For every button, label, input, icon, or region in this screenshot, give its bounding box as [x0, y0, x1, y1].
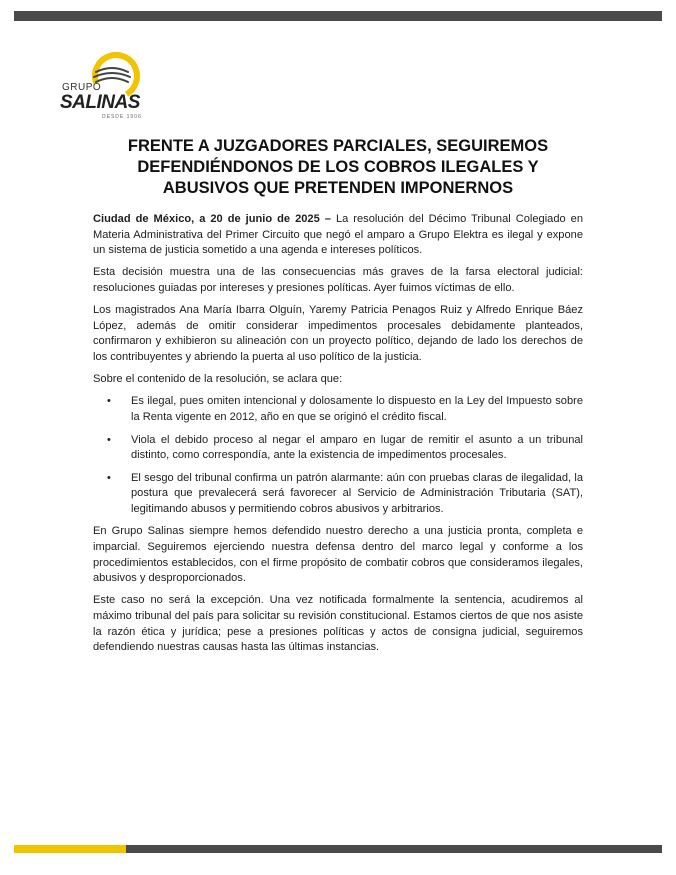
list-item — [107, 471, 583, 518]
paragraph-3: Los magistrados Ana María Ibarra Olguín, Yaremy Patricia Penagos Ruiz y Alfredo Enrique Báez López, además de omitir considerar impedimentos procesales debidamente planteados, confirmaron y exhibieron su alineación con un proyecto político, dejando de lado los derechos de los contribuyentes y abriendo la puerta al uso político de la justicia. — [93, 304, 583, 363]
bullet-icon: • — [107, 471, 111, 484]
list-item — [107, 394, 583, 425]
dateline: Ciudad de México, a 20 de junio de 2025 – — [93, 213, 331, 225]
press-release-body — [93, 212, 583, 662]
paragraph-2: Esta decisión muestra una de las consecuencias más graves de la farsa electoral judicial: resoluciones guiadas por intereses y presiones políticas. Ayer fuimos víctimas de ello. — [93, 266, 583, 294]
bullet-icon: • — [107, 395, 111, 408]
bottom-bar-dark — [126, 845, 662, 853]
list-item-text: Es ilegal, pues omiten intencional y dolosamente lo dispuesto en la Ley del Impuesto sobre la Renta vigente en 2012, año en que se originó el crédito fiscal. — [131, 395, 583, 423]
press-release-title — [60, 136, 616, 199]
logo-sub-text: DESDE 1906 — [102, 114, 142, 120]
paragraph-4: Sobre el contenido de la resolución, se aclara que: — [93, 373, 343, 386]
bottom-divider-bar — [14, 845, 662, 853]
bullet-icon: • — [107, 433, 111, 446]
list-item — [107, 433, 583, 464]
paragraph-5: En Grupo Salinas siempre hemos defendido nuestro derecho a una justicia pronta, completa e imparcial. Seguiremos ejerciendo nuestra defensa dentro del marco legal y conforme a los procedimientos establecidos, con el firme propósito de combatir cobros que consideramos ilegales, abusivos y desproporcionados. — [93, 525, 583, 585]
paragraph-1-text: La resolución del Décimo Tribunal Colegiado en Materia Administrativa del Primer Circuito que negó el amparo a Grupo Elektra es ilegal y expone un sistema de justicia sometido a una agenda e intereses políticos. — [93, 213, 584, 257]
logo-salinas-text: SALINAS — [60, 92, 140, 113]
title-line-3: ABUSIVOS QUE PRETENDEN IMPONERNOS — [162, 179, 514, 197]
top-divider-bar — [14, 11, 662, 21]
list-item-text: El sesgo del tribunal confirma un patrón alarmante: aún con pruebas claras de ilegalidad, la postura que prevalecerá será favorecer al Servicio de Administración Tributaria (SAT), legitimando abusos y permitiendo cobros abusivos y arbitrarios. — [131, 471, 583, 515]
bullet-list — [93, 394, 583, 517]
paragraph-1 — [93, 212, 583, 259]
title-line-2: DEFENDIÉNDONOS DE LOS COBROS ILEGALES Y — [137, 158, 539, 176]
grupo-salinas-logo — [56, 50, 166, 122]
list-item-text: Viola el debido proceso al negar el amparo en lugar de remitir el asunto a un tribunal distinto, como correspondía, ante la existencia de impedimentos procesales. — [131, 433, 583, 462]
title-line-1: FRENTE A JUZGADORES PARCIALES, SEGUIREMOS — [127, 137, 549, 155]
bottom-bar-accent — [14, 845, 126, 853]
paragraph-6: Este caso no será la excepción. Una vez notificada formalmente la sentencia, acudiremos al máximo tribunal del país para solicitar su revisión constitucional. Estamos ciertos de que nos asiste la razón ética y jurídica; pese a presiones políticas y actos de consigna judicial, seguiremos defendiendo nuestras causas hasta las últimas instancias. — [93, 594, 583, 654]
logo-grupo-text: GRUPO — [62, 82, 102, 93]
